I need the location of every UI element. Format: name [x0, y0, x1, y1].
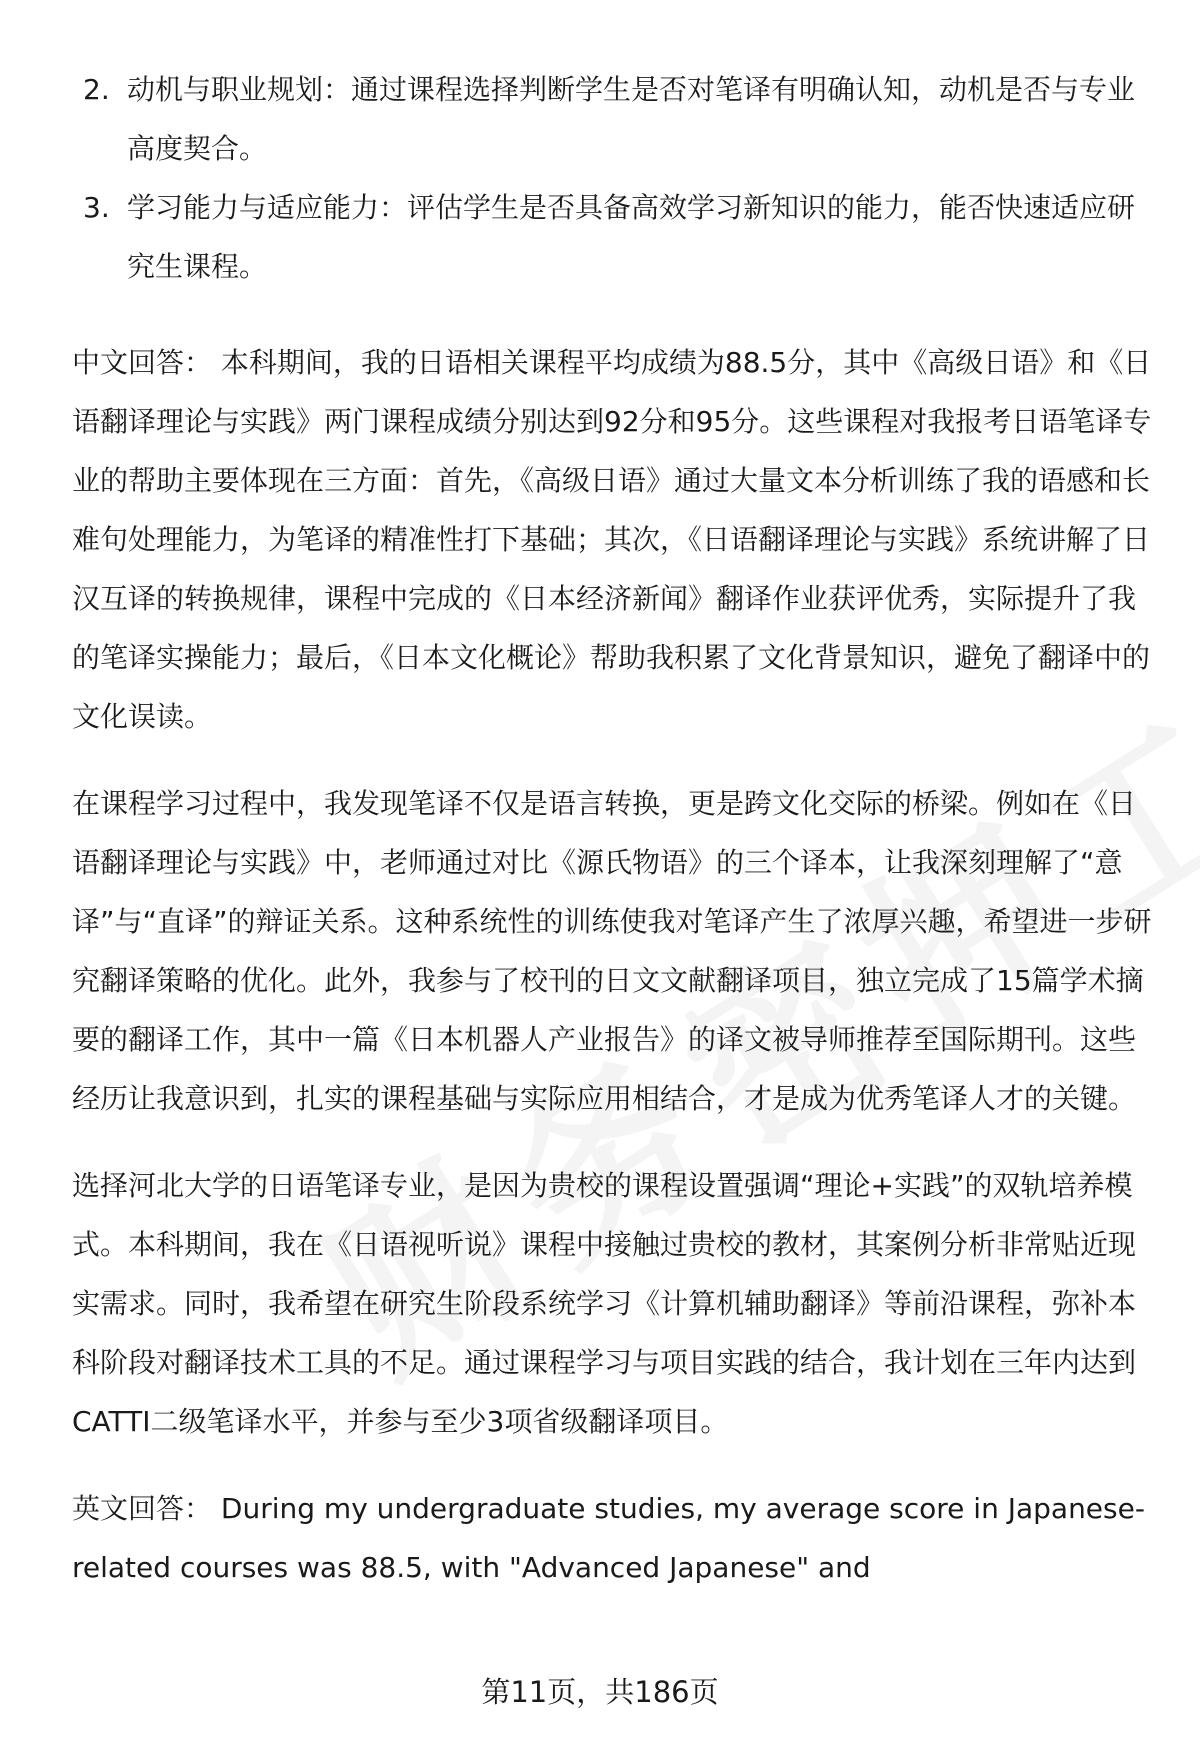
- course-study-paragraph: 在课程学习过程中，我发现笔译不仅是语言转换，更是跨文化交际的桥梁。例如在《日语翻译理论与实践》中，老师通过对比《源氏物语》的三个译本，让我深刻理解了“意译”与“直译”的辩证关系。这种系统性的训练使我对笔译产生了浓厚兴趣，希望进一步研究翻译策略的优化。此外，我参与了校刊的日文文献翻译项目，独立完成了15篇学术摘要的翻译工作，其中一篇《日本机器人产业报告》的译文被导师推荐至国际期刊。这些经历让我意识到，扎实的课程基础与实际应用相结合，才是成为优秀笔译人才的关键。: [72, 787, 1152, 1115]
- document-body: [72, 60, 1152, 1625]
- list-item: [72, 178, 1152, 296]
- english-answer-paragraph: 英文回答： During my undergraduate studies, my average score in Japanese-related courses was 88.5, with "Advanced Japanese" and: [72, 1492, 1145, 1584]
- list-text: 学习能力与适应能力：评估学生是否具备高效学习新知识的能力，能否快速适应研究生课程。: [127, 191, 1136, 283]
- list-number: 2.: [83, 73, 110, 106]
- school-choice-paragraph: 选择河北大学的日语笔译专业，是因为贵校的课程设置强调“理论+实践”的双轨培养模式。本科期间，我在《日语视听说》课程中接触过贵校的教材，其案例分析非常贴近现实需求。同时，我希望在研究生阶段系统学习《计算机辅助翻译》等前沿课程，弥补本科阶段对翻译技术工具的不足。通过课程学习与项目实践的结合，我计划在三年内达到CATTI二级笔译水平，并参与至少3项省级翻译项目。: [72, 1169, 1137, 1438]
- list-number: 3.: [83, 191, 110, 224]
- list-text: 动机与职业规划：通过课程选择判断学生是否对笔译有明确认知，动机是否与专业高度契合。: [127, 73, 1136, 165]
- page-number: 第11页，共186页: [481, 1675, 719, 1709]
- list-item: [72, 60, 1152, 178]
- chinese-answer-paragraph: 中文回答： 本科期间，我的日语相关课程平均成绩为88.5分，其中《高级日语》和《日语翻译理论与实践》两门课程成绩分别达到92分和95分。这些课程对我报考日语笔译专业的帮助主要体现在三方面：首先，《高级日语》通过大量文本分析训练了我的语感和长难句处理能力，为笔译的精准性打下基础；其次，《日语翻译理论与实践》系统讲解了日汉互译的转换规律，课程中完成的《日本经济新闻》翻译作业获评优秀，实际提升了我的笔译实操能力；最后，《日本文化概论》帮助我积累了文化背景知识，避免了翻译中的文化误读。: [72, 346, 1152, 733]
